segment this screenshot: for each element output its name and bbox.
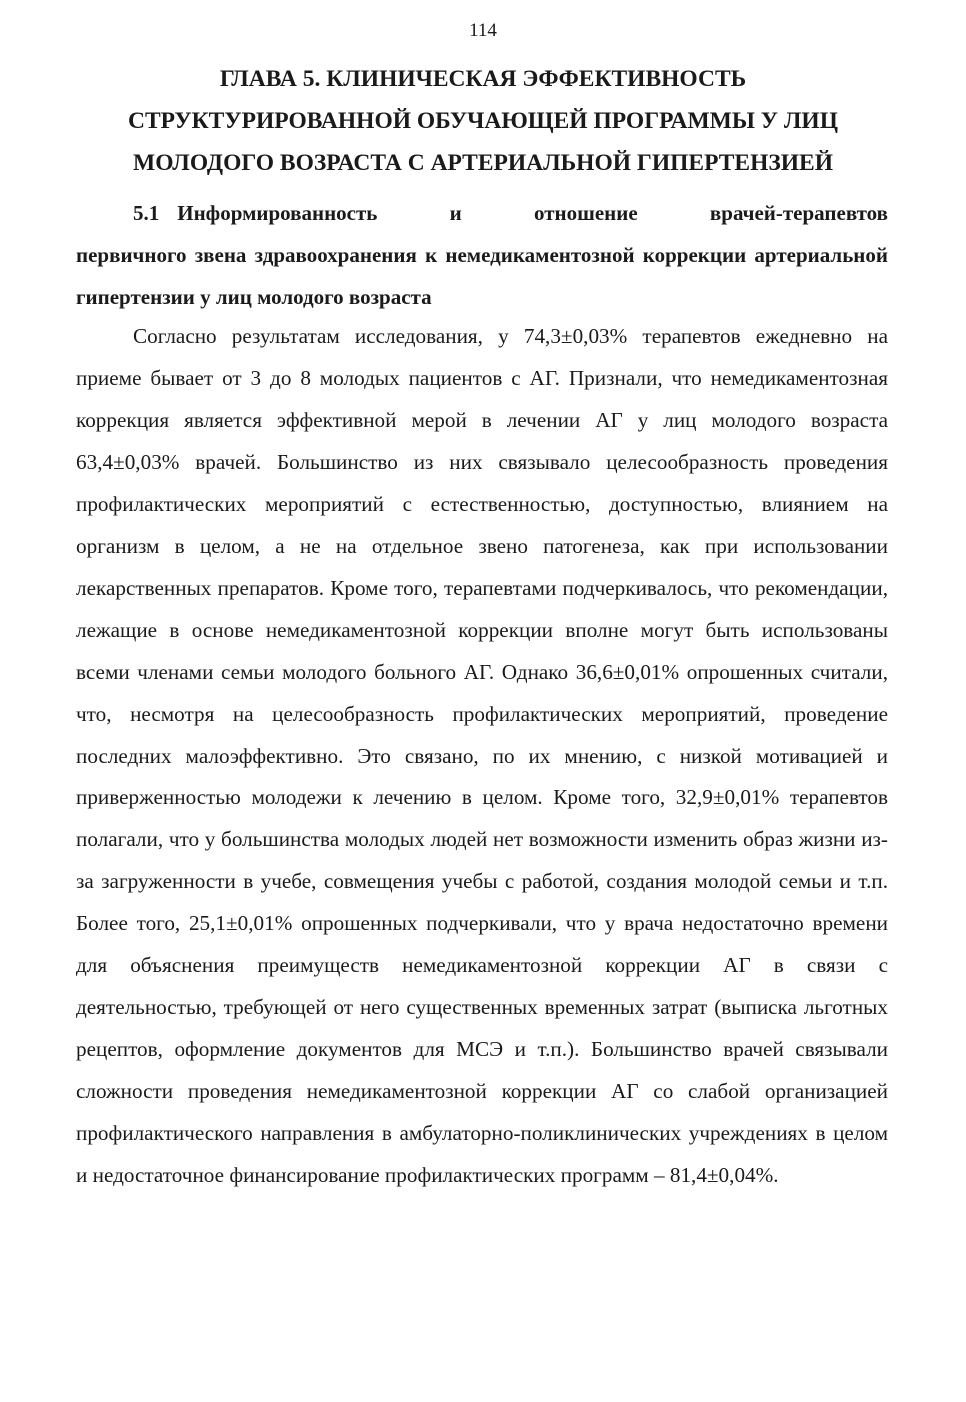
page-number: 114 — [469, 20, 497, 41]
section-number: 5.1 — [133, 201, 160, 225]
chapter-title-line-3: МОЛОДОГО ВОЗРАСТА С АРТЕРИАЛЬНОЙ ГИПЕРТЕНЗИЕЙ — [133, 150, 833, 176]
body-paragraph: Согласно результатам исследования, у 74,3±0,03% терапевтов ежедневно на приеме бывает от 3 до 8 молодых пациентов с АГ. Признали, что немедикаментозная коррекция является эффективной мерой в лечении АГ у лиц молодого возраста 63,4±0,03% врачей. Большинство из них связывало целесообразность проведения профилактических мероприятий с естественностью, доступностью, влиянием на организм в целом, а не на отдельное звено патогенеза, как при использовании лекарственных препаратов. Кроме того, терапевтами подчеркивалось, что рекомендации, лежащие в основе немедикаментозной коррекции вполне могут быть использованы всеми членами семьи молодого больного АГ. Однако 36,6±0,01% опрошенных считали, что, несмотря на целесообразность профилактических мероприятий, проведение последних малоэффективно. Это связано, по их мнению, с низкой мотивацией и приверженностью молодежи к лечению в целом. Кроме того, 32,9±0,01% терапевтов полагали, что у большинства молодых людей нет возможности изменить образ жизни из-за загруженности в учебе, совмещения учебы с работой, создания молодой семьи и т.п. Более того, 25,1±0,01% опрошенных подчеркивали, что у врача недостаточно времени для объяснения преимуществ немедикаментозной коррекции АГ в связи с деятельностью, требующей от него существенных временных затрат (выписка льготных рецептов, оформление документов для МСЭ и т.п.). Большинство врачей связывали сложности проведения немедикаментозной коррекции АГ со слабой организацией профилактического направления в амбулаторно-поликлинических учреждениях в целом и недостаточное финансирование профилактических программ – 81,4±0,04%. — [76, 324, 888, 1188]
chapter-title-line-2: СТРУКТУРИРОВАННОЙ ОБУЧАЮЩЕЙ ПРОГРАММЫ У ЛИЦ — [127, 108, 838, 134]
section-heading — [76, 192, 888, 318]
section-title-part-2: первичного звена здравоохранения к немедикаментозной коррекции артериальной гипертензии у лиц молодого возраста — [76, 243, 888, 309]
section-title-part-1: Информированность и отношение врачей-терапевтов — [177, 201, 888, 225]
chapter-title — [70, 58, 896, 184]
chapter-title-line-1: ГЛАВА 5. КЛИНИЧЕСКАЯ ЭФФЕКТИВНОСТЬ — [219, 66, 747, 92]
